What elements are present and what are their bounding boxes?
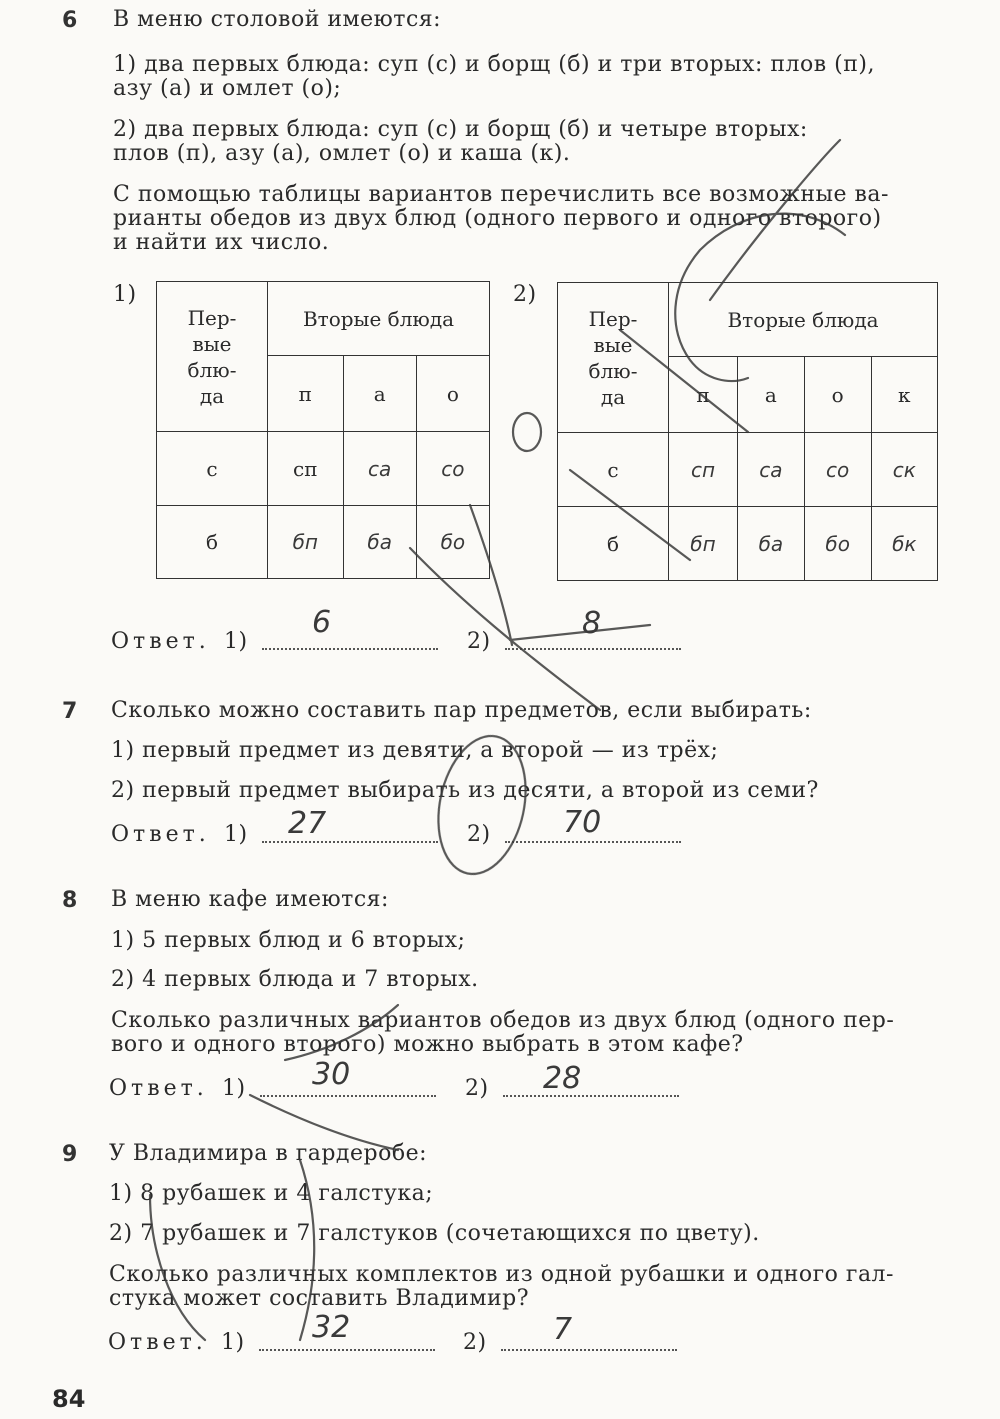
task-item: 1) 8 рубашек и 4 галстука;	[109, 1181, 434, 1206]
answer-index: 2)	[463, 1330, 487, 1355]
task-item: 1) первый предмет из девяти, а второй — из трёх;	[111, 738, 719, 763]
col-header: а	[737, 357, 804, 433]
answer-value: 8	[582, 606, 602, 641]
first-dishes-header: Пер- вые блю- да	[558, 283, 669, 433]
answer-label: Ответ.	[111, 629, 210, 654]
answer-line	[503, 1077, 679, 1097]
table-cell: сп	[669, 433, 738, 507]
table-cell: бп	[669, 507, 738, 581]
col-header: п	[268, 356, 344, 432]
answer-value: 6	[312, 605, 332, 640]
row-header: с	[157, 432, 268, 506]
task-number: 9	[62, 1142, 78, 1167]
answer-index: 1)	[224, 822, 248, 847]
table-cell: ск	[871, 433, 937, 507]
table-cell: сп	[268, 432, 344, 506]
task-question: С помощью таблицы вариантов перечислить все возможные ва-	[113, 182, 889, 207]
task-question: Сколько различных комплектов из одной рубашки и одного гал-	[109, 1262, 894, 1287]
answer-value: 28	[543, 1061, 582, 1096]
table-cell: со	[416, 432, 489, 506]
table-label: 1)	[113, 282, 137, 307]
row-header: б	[157, 506, 268, 579]
table-label: 2)	[513, 282, 537, 307]
col-header: о	[416, 356, 489, 432]
scribble-o-letter	[513, 413, 541, 451]
answer-line	[501, 1331, 677, 1351]
answer-index: 1)	[224, 629, 248, 654]
answer-value: 30	[312, 1057, 351, 1092]
task-title: В меню столовой имеются:	[113, 7, 442, 32]
table-cell: бо	[804, 507, 871, 581]
col-header: к	[871, 357, 937, 433]
row-header: с	[558, 433, 669, 507]
task-question: рианты обедов из двух блюд (одного первого и одного второго)	[113, 206, 882, 231]
answer-label: Ответ.	[109, 1076, 208, 1101]
table-cell: са	[737, 433, 804, 507]
answer-index: 1)	[222, 1076, 246, 1101]
task-title: У Владимира в гардеробе:	[109, 1141, 428, 1166]
table-cell: са	[343, 432, 416, 506]
task-question: Сколько различных вариантов обедов из двух блюд (одного пер-	[111, 1008, 895, 1033]
second-dishes-header: Вторые блюда	[268, 282, 490, 356]
col-header: о	[804, 357, 871, 433]
answer-value: 32	[312, 1310, 351, 1345]
answer-index: 2)	[467, 822, 491, 847]
answer-index: 1)	[221, 1330, 245, 1355]
table-cell: ба	[343, 506, 416, 579]
answer-index: 2)	[465, 1076, 489, 1101]
task-question: стука может составить Владимир?	[109, 1286, 530, 1311]
answer-index: 2)	[467, 629, 491, 654]
table-cell: бк	[871, 507, 937, 581]
task-item: плов (п), азу (а), омлет (о) и каша (к).	[113, 141, 571, 166]
answer-value: 27	[288, 806, 327, 841]
task-title: Сколько можно составить пар предметов, если выбирать:	[111, 698, 812, 723]
answer-value: 7	[553, 1312, 573, 1347]
page-number: 84	[52, 1385, 86, 1413]
task-item: 2) 4 первых блюда и 7 вторых.	[111, 967, 479, 992]
table-cell: со	[804, 433, 871, 507]
task-item: 2) первый предмет выбирать из десяти, а второй из семи?	[111, 778, 819, 803]
task-item: азу (а) и омлет (о);	[113, 76, 342, 101]
row-header: б	[558, 507, 669, 581]
answer-label: Ответ.	[108, 1330, 207, 1355]
task-number: 8	[62, 888, 78, 913]
table-cell: бо	[416, 506, 489, 579]
task-number: 7	[62, 699, 78, 724]
table-cell: бп	[268, 506, 344, 579]
first-dishes-header: Пер- вые блю- да	[157, 282, 268, 432]
task-question: вого и одного второго) можно выбрать в этом кафе?	[111, 1032, 744, 1057]
second-dishes-header: Вторые блюда	[669, 283, 938, 357]
variants-table-1	[156, 281, 490, 579]
answer-value: 70	[563, 805, 602, 840]
task-item: 2) два первых блюда: суп (с) и борщ (б) и четыре вторых:	[113, 117, 808, 142]
task-item: 2) 7 рубашек и 7 галстуков (сочетающихся по цвету).	[109, 1221, 760, 1246]
answer-line	[262, 630, 438, 650]
task-item: 1) 5 первых блюд и 6 вторых;	[111, 928, 466, 953]
task-question: и найти их число.	[113, 230, 330, 255]
task-item: 1) два первых блюда: суп (с) и борщ (б) и три вторых: плов (п),	[113, 52, 875, 77]
task-number: 6	[62, 8, 78, 33]
answer-label: Ответ.	[111, 822, 210, 847]
col-header: п	[669, 357, 738, 433]
task-title: В меню кафе имеются:	[111, 887, 389, 912]
table-cell: ба	[737, 507, 804, 581]
variants-table-2	[557, 282, 938, 581]
col-header: а	[343, 356, 416, 432]
